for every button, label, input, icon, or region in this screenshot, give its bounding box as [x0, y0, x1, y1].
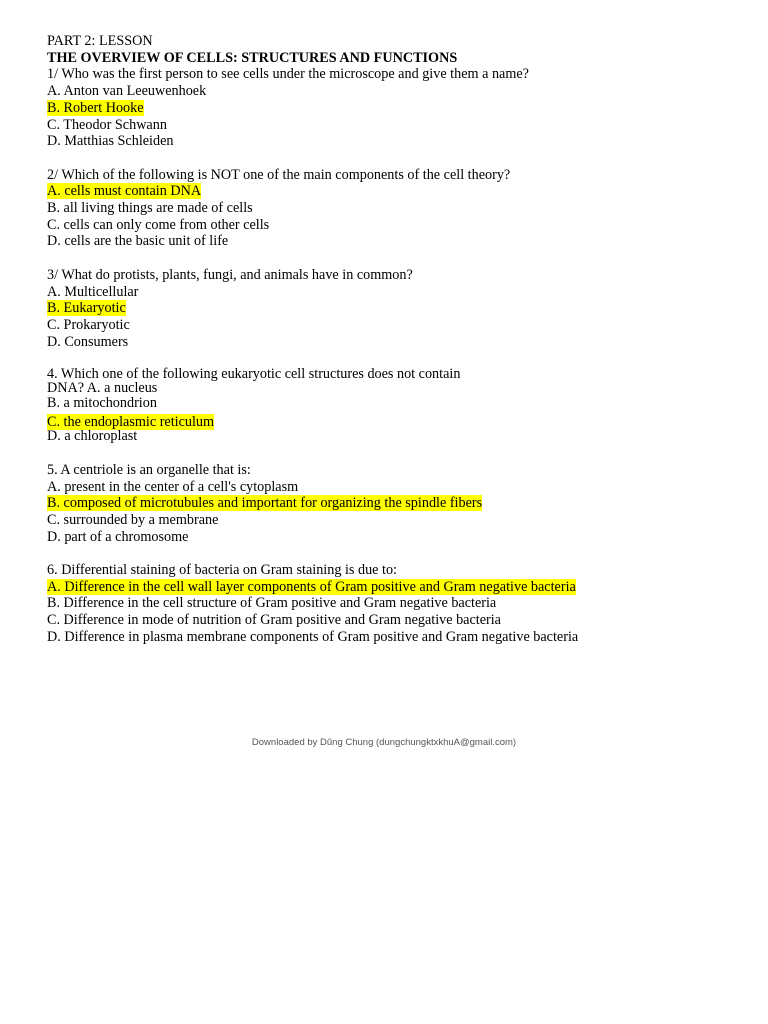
q6-option-d: D. Difference in plasma membrane components of Gram positive and Gram negative bacteria: [47, 628, 579, 645]
q3-option-c: C. Prokaryotic: [47, 316, 130, 333]
question-2: 2/ Which of the following is NOT one of the main components of the cell theory?: [47, 166, 511, 183]
document-page: [47, 33, 747, 646]
q3-option-a: A. Multicellular: [47, 283, 139, 300]
q4-option-b: B. a mitochondrion: [47, 395, 157, 412]
q5-option-b: [47, 495, 747, 512]
q6-option-b: B. Difference in the cell structure of Gram positive and Gram negative bacteria: [47, 595, 497, 612]
q1-option-c: C. Theodor Schwann: [47, 116, 167, 133]
spacer: [47, 545, 747, 562]
question-4-line-1: 4. Which one of the following eukaryotic cell structures does not contain: [47, 366, 461, 383]
q5-option-a: A. present in the center of a cell's cytoplasm: [47, 478, 299, 495]
spacer: [47, 350, 747, 367]
q1-option-b: [47, 100, 747, 117]
answer-highlight: B. Eukaryotic: [47, 300, 126, 317]
question-6: 6. Differential staining of bacteria on Gram staining is due to:: [47, 562, 397, 579]
answer-highlight: B. Robert Hooke: [47, 99, 144, 116]
question-1: 1/ Who was the first person to see cells under the microscope and give them a name?: [47, 66, 529, 83]
q2-option-a: [47, 183, 747, 200]
spacer: [47, 445, 747, 462]
document-title: THE OVERVIEW OF CELLS: STRUCTURES AND FUNCTIONS: [47, 49, 458, 66]
question-4-line-2: DNA? A. a nucleus: [47, 380, 158, 397]
part-heading: PART 2: LESSON: [47, 33, 153, 49]
q2-option-c: C. cells can only come from other cells: [47, 216, 270, 233]
q2-option-d: D. cells are the basic unit of life: [47, 233, 229, 250]
q6-option-c: C. Difference in mode of nutrition of Gram positive and Gram negative bacteria: [47, 612, 501, 629]
q4-option-d: D. a chloroplast: [47, 428, 138, 445]
q6-option-a: [47, 579, 747, 596]
q3-option-d: D. Consumers: [47, 333, 129, 350]
download-footer: Downloaded by Dũng Chung (dungchungktxkhuA@gmail.com): [251, 737, 517, 748]
q3-option-b: [47, 300, 747, 317]
answer-highlight: A. Difference in the cell wall layer components of Gram positive and Gram negative bacteria: [47, 578, 576, 595]
spacer: [47, 150, 747, 167]
spacer: [47, 250, 747, 267]
q1-option-a: A. Anton van Leeuwenhoek: [47, 83, 207, 100]
q1-option-d: D. Matthias Schleiden: [47, 133, 174, 150]
answer-highlight: A. cells must contain DNA: [47, 183, 202, 200]
q5-option-d: D. part of a chromosome: [47, 528, 189, 545]
answer-highlight: C. the endoplasmic reticulum: [47, 413, 215, 430]
q5-option-c: C. surrounded by a membrane: [47, 511, 219, 528]
question-3: 3/ What do protists, plants, fungi, and animals have in common?: [47, 266, 413, 283]
answer-highlight: B. composed of microtubules and important for organizing the spindle fibers: [47, 495, 483, 512]
question-5: 5. A centriole is an organelle that is:: [47, 461, 251, 478]
q2-option-b: B. all living things are made of cells: [47, 200, 253, 217]
